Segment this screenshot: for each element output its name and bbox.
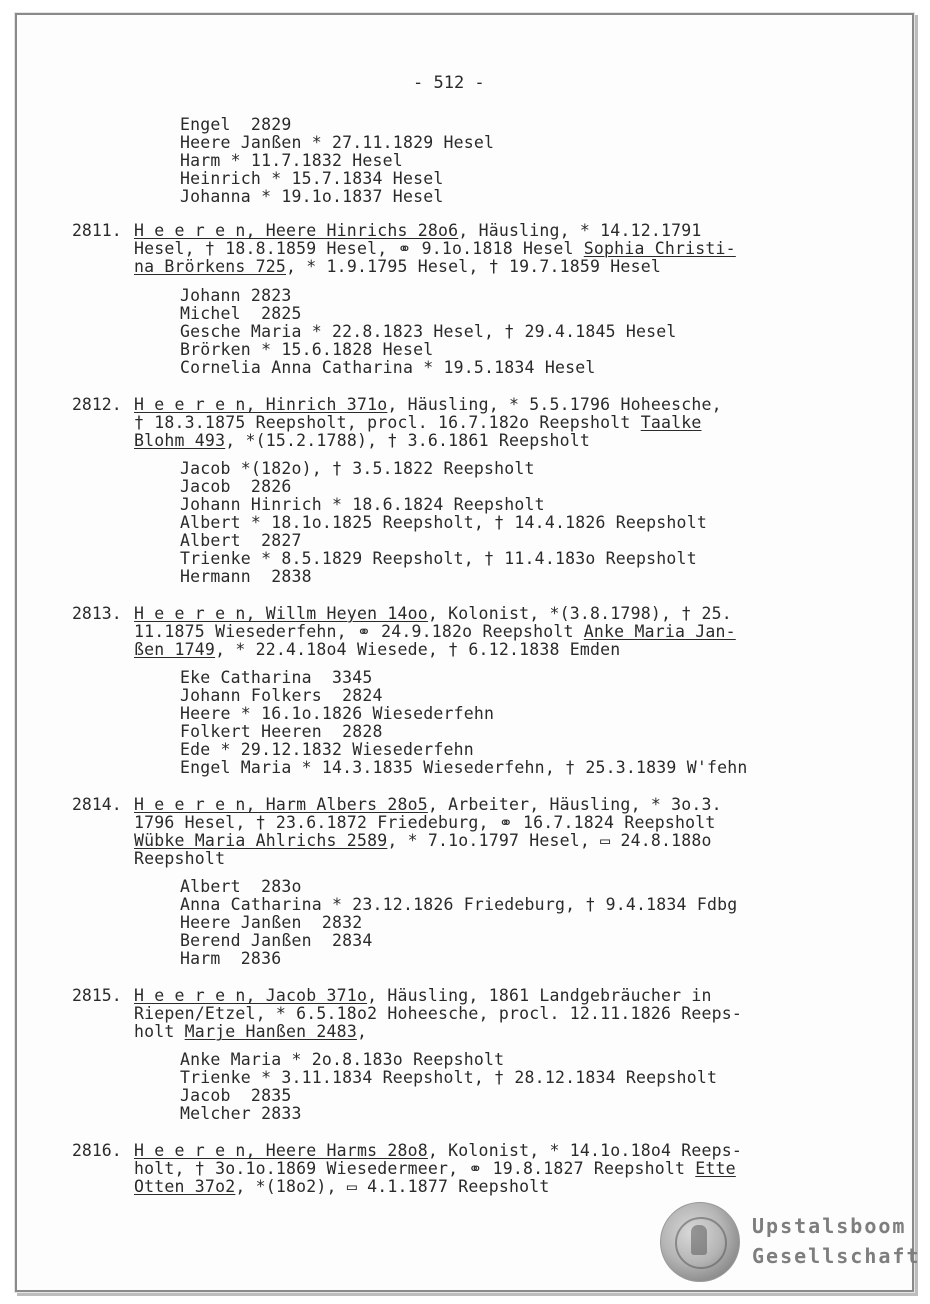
text-line <box>134 1142 742 1160</box>
text-line <box>180 550 697 568</box>
underlined-name: Blohm 493 <box>134 431 226 450</box>
entry-number: 2812. <box>72 395 122 414</box>
underlined-name: Wübke Maria Ahlrichs 2589 <box>134 831 388 850</box>
line-text: , Kolonist, * 14.1o.18o4 Reeps- <box>427 1141 743 1160</box>
text-line <box>180 878 302 896</box>
underlined-name: Anke Maria Jan- <box>583 622 736 641</box>
underlined-name: H e e r e n, Hinrich 371o <box>134 395 388 414</box>
line-text: Engel 2829 <box>180 115 292 134</box>
text-line <box>134 258 661 276</box>
line-text: Reepsholt <box>134 849 226 868</box>
line-text: , Arbeiter, Häusling, * 3o.3. <box>427 795 722 814</box>
line-text: , *(15.2.1788), † 3.6.1861 Reepsholt <box>225 431 591 450</box>
text-line <box>180 950 281 968</box>
text-line <box>134 432 590 450</box>
line-text: Eke Catharina 3345 <box>180 668 373 687</box>
line-text: Heere * 16.1o.1826 Wiesederfehn <box>180 704 495 723</box>
line-text: , Kolonist, *(3.8.1798), † 25. <box>427 604 732 623</box>
line-text: Jacob 2835 <box>180 1086 292 1105</box>
text-line <box>134 850 225 868</box>
line-text: † 18.3.1875 Reepsholt, procl. 16.7.182o Reepsholt <box>134 413 641 432</box>
line-text: , * 1.9.1795 Hesel, † 19.7.1859 Hesel <box>286 257 661 276</box>
line-text: Gesche Maria * 22.8.1823 Hesel, † 29.4.1845 Hesel <box>180 322 677 341</box>
text-line <box>134 396 722 414</box>
line-text: Harm 2836 <box>180 949 282 968</box>
text-line <box>180 341 433 359</box>
text-line <box>134 240 736 258</box>
text-line <box>180 134 494 152</box>
underlined-name: Sophia Christi- <box>583 239 736 258</box>
line-text: 11.1875 Wiesederfehn, ⚭ 24.9.182o Reepsholt <box>134 622 584 641</box>
text-line <box>180 687 383 705</box>
entry-number: 2815. <box>72 986 122 1005</box>
line-text: Albert 2827 <box>180 531 302 550</box>
line-text: Cornelia Anna Catharina * 19.5.1834 Hesel <box>180 358 596 377</box>
text-line <box>180 759 748 777</box>
text-line <box>180 669 373 687</box>
line-text: Ede * 29.12.1832 Wiesederfehn <box>180 740 474 759</box>
underlined-name: H e e r e n, Harm Albers 28o5 <box>134 795 428 814</box>
underlined-name: H e e r e n, Heere Hinrichs 28o6 <box>134 221 459 240</box>
underlined-name: Taalke <box>640 413 702 432</box>
text-line <box>180 188 443 206</box>
text-line <box>134 832 712 850</box>
text-line <box>134 1178 550 1196</box>
text-line <box>180 116 291 134</box>
underlined-name: Ette <box>695 1159 736 1178</box>
text-line <box>180 170 443 188</box>
line-text: Jacob 2826 <box>180 477 292 496</box>
line-text: Albert * 18.1o.1825 Reepsholt, † 14.4.1826 Reepsholt <box>180 513 707 532</box>
entry-number: 2811. <box>72 221 122 240</box>
line-text: Heere Janßen 2832 <box>180 913 363 932</box>
text-line <box>180 152 403 170</box>
line-text: Trienke * 3.11.1834 Reepsholt, † 28.12.1834 Reepsholt <box>180 1068 718 1087</box>
text-line <box>180 532 302 550</box>
underlined-name: H e e r e n, Jacob 371o <box>134 986 368 1005</box>
text-line <box>180 568 312 586</box>
seal-emblem-icon <box>660 1202 740 1282</box>
text-line <box>134 1023 367 1041</box>
line-text: Heere Janßen * 27.11.1829 Hesel <box>180 133 495 152</box>
underlined-name: H e e r e n, Heere Harms 28o8 <box>134 1141 428 1160</box>
logo-line-1: Upstalsboom <box>752 1214 907 1238</box>
line-text: Albert 283o <box>180 877 302 896</box>
text-line <box>180 705 494 723</box>
line-text: Michel 2825 <box>180 304 302 323</box>
line-text: Anke Maria * 2o.8.183o Reepsholt <box>180 1050 505 1069</box>
line-text: Melcher 2833 <box>180 1104 302 1123</box>
line-text: Riepen/Etzel, * 6.5.18o2 Hoheesche, procl. 12.11.1826 Reeps- <box>134 1004 743 1023</box>
line-text: Heinrich * 15.7.1834 Hesel <box>180 169 444 188</box>
text-line <box>134 623 736 641</box>
text-line <box>134 814 716 832</box>
line-text: , Häusling, * 14.12.1791 <box>458 221 702 240</box>
underlined-name: Otten 37o2 <box>134 1177 236 1196</box>
line-text: Trienke * 8.5.1829 Reepsholt, † 11.4.183o Reepsholt <box>180 549 697 568</box>
text-line <box>134 987 712 1005</box>
text-line <box>180 914 362 932</box>
text-line <box>180 723 383 741</box>
line-text: Johanna * 19.1o.1837 Hesel <box>180 187 444 206</box>
underlined-name: ßen 1749 <box>134 640 216 659</box>
underlined-name: H e e r e n, Willm Heyen 14oo <box>134 604 428 623</box>
underlined-name: Marje Hanßen 2483 <box>184 1022 357 1041</box>
entry-number: 2813. <box>72 604 122 623</box>
text-line <box>180 1051 504 1069</box>
line-text: Hesel, † 18.8.1859 Hesel, ⚭ 9.1o.1818 Hesel <box>134 239 584 258</box>
underlined-name: na Brörkens 725 <box>134 257 287 276</box>
society-logo <box>660 1202 921 1282</box>
line-text: Johann 2823 <box>180 286 292 305</box>
line-text: , * 22.4.18o4 Wiesede, † 6.12.1838 Emden <box>215 640 621 659</box>
text-line <box>180 1069 717 1087</box>
line-text: Brörken * 15.6.1828 Hesel <box>180 340 434 359</box>
text-line <box>180 305 302 323</box>
text-line <box>134 414 702 432</box>
text-line <box>180 496 545 514</box>
text-line <box>180 1105 302 1123</box>
text-line <box>180 741 474 759</box>
line-text: Anna Catharina * 23.12.1826 Friedeburg, † 9.4.1834 Fdbg <box>180 895 738 914</box>
text-line <box>134 641 620 659</box>
text-line <box>180 1087 291 1105</box>
text-line <box>134 222 702 240</box>
text-line <box>180 323 677 341</box>
text-line <box>134 1005 742 1023</box>
text-line <box>180 932 373 950</box>
text-line <box>180 359 596 377</box>
line-text: Jacob *(182o), † 3.5.1822 Reepsholt <box>180 459 535 478</box>
line-text: Engel Maria * 14.3.1835 Wiesederfehn, † 25.3.1839 W'fehn <box>180 758 748 777</box>
logo-line-2: Gesellschaft <box>752 1244 921 1268</box>
line-text: , * 7.1o.1797 Hesel, ▭ 24.8.188o <box>387 831 712 850</box>
line-text: Berend Janßen 2834 <box>180 931 373 950</box>
text-line <box>180 514 707 532</box>
entry-number: 2816. <box>72 1141 122 1160</box>
line-text: holt, † 3o.1o.1869 Wiesedermeer, ⚭ 19.8.1827 Reepsholt <box>134 1159 696 1178</box>
text-line <box>134 1160 736 1178</box>
line-text: , Häusling, 1861 Landgebräucher in <box>367 986 712 1005</box>
text-line <box>180 478 291 496</box>
text-line <box>180 287 291 305</box>
line-text: Johann Folkers 2824 <box>180 686 383 705</box>
line-text: Johann Hinrich * 18.6.1824 Reepsholt <box>180 495 545 514</box>
text-line <box>134 605 732 623</box>
line-text: , <box>356 1022 368 1041</box>
entry-number: 2814. <box>72 795 122 814</box>
line-text: , Häusling, * 5.5.1796 Hoheesche, <box>387 395 722 414</box>
line-text: Harm * 11.7.1832 Hesel <box>180 151 403 170</box>
text-line <box>180 460 535 478</box>
text-line <box>180 896 737 914</box>
line-text: Hermann 2838 <box>180 567 312 586</box>
text-line <box>134 796 722 814</box>
page-number-text: - 512 - <box>413 73 485 93</box>
line-text: holt <box>134 1022 185 1041</box>
line-text: 1796 Hesel, † 23.6.1872 Friedeburg, ⚭ 16.7.1824 Reepsholt <box>134 813 716 832</box>
line-text: Folkert Heeren 2828 <box>180 722 383 741</box>
line-text: , *(18o2), ▭ 4.1.1877 Reepsholt <box>235 1177 550 1196</box>
